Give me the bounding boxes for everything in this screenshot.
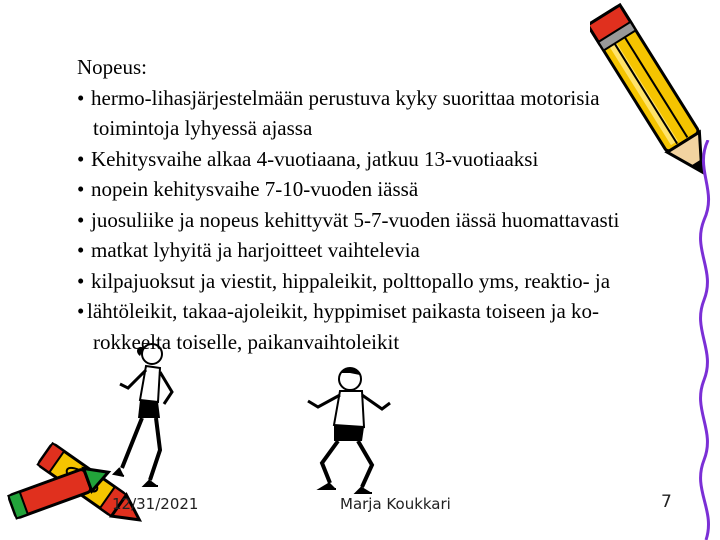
bullet-marker: • xyxy=(77,146,85,171)
male-runner-icon xyxy=(300,365,395,495)
bullet-text: matkat lyhyitä ja harjoitteet vaihtelevia xyxy=(91,238,420,262)
bullet-item xyxy=(77,144,692,175)
bullet-marker: • xyxy=(77,238,85,262)
bullet-text: lähtöleikit, takaa-ajoleikit, hyppimiset paikasta toiseen ja ko- xyxy=(87,299,600,323)
bullet-item xyxy=(77,205,692,236)
bullet-text: Kehitysvaihe alkaa 4-vuotiaana, jatkuu 13-vuotiaaksi xyxy=(91,146,539,171)
page-number: 7 xyxy=(661,492,672,512)
bullet-text: hermo-lihasjärjestelmään perustuva kyky suorittaa motorisia xyxy=(91,85,600,110)
bullet-marker: • xyxy=(77,207,85,232)
footer-author: Marja Koukkari xyxy=(340,495,451,513)
slide-heading: Nopeus: xyxy=(77,55,147,79)
bullet-continuation: rokkeelta toiselle, paikanvaihtoleikit xyxy=(93,329,400,354)
bullet-item xyxy=(77,83,692,144)
slide-body xyxy=(77,52,692,357)
bullet-item xyxy=(77,296,692,357)
bullet-marker: • xyxy=(77,299,85,323)
bullet-item xyxy=(77,266,692,297)
bullet-marker: • xyxy=(77,85,85,110)
bullet-item xyxy=(77,235,692,266)
bullet-item xyxy=(77,174,692,205)
bullet-marker: • xyxy=(77,177,85,201)
wavy-line-decoration xyxy=(690,140,720,540)
bullet-marker: • xyxy=(77,268,85,293)
bullet-text: kilpajuoksut ja viestit, hippaleikit, polttopallo yms, reaktio- ja xyxy=(91,268,611,293)
bullet-continuation: toimintoja lyhyessä ajassa xyxy=(93,116,313,140)
bullet-text: nopein kehitysvaihe 7-10-vuoden iässä xyxy=(91,177,419,201)
bullet-text: juosuliike ja nopeus kehittyvät 5-7-vuoden iässä huomattavasti xyxy=(91,207,620,232)
footer-date: 12/31/2021 xyxy=(112,495,199,513)
female-runner-icon xyxy=(110,340,185,490)
